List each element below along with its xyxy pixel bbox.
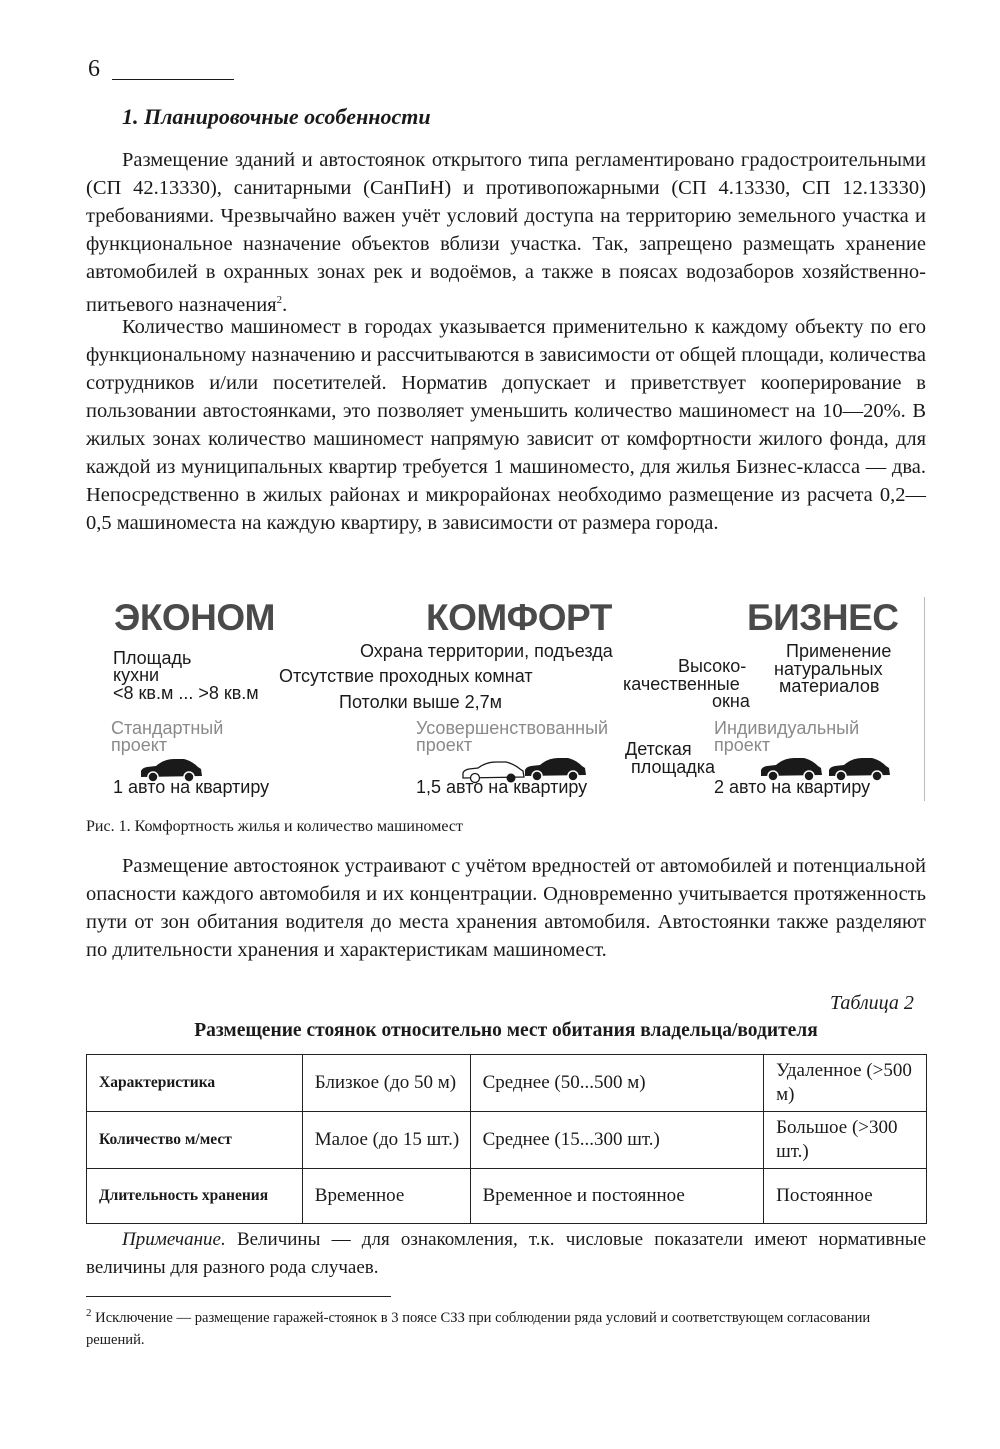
comfort-cars: 1,5 авто на квартиру: [416, 777, 588, 797]
page-number-rule: [112, 79, 234, 80]
table-cell: Среднее (15...300 шт.): [470, 1112, 763, 1169]
figure-caption: Рис. 1. Комфортность жилья и количество машиномест: [86, 818, 463, 835]
parking-table: [86, 1054, 927, 1224]
econom-cars: 1 авто на квартиру: [113, 777, 270, 797]
business-materials-2: натуральных: [774, 659, 883, 679]
comfort-feature-3: Потолки выше 2,7м: [339, 692, 502, 712]
table-cell: Малое (до 15 шт.): [302, 1112, 470, 1169]
table-note-text: Величины — для ознакомления, т.к. числовые показатели имеют нормативные величины для разного рода случаев.: [86, 1229, 927, 1278]
table-row-header: Длительность хранения: [87, 1169, 303, 1224]
table-cell: Близкое (до 50 м): [302, 1055, 470, 1112]
table-label: Таблица 2: [830, 992, 914, 1014]
table-row: [87, 1169, 927, 1224]
business-windows-2: качественные: [623, 674, 740, 694]
econom-kitchen-3: <8 кв.м ... >8 кв.м: [113, 683, 259, 703]
comfort-project-1: Усовершенствованный: [416, 718, 609, 738]
business-materials-3: материалов: [779, 676, 880, 696]
table-cell: Среднее (50...500 м): [470, 1055, 763, 1112]
business-project-2: проект: [714, 735, 771, 755]
econom-project-2: проект: [111, 735, 168, 755]
footnote: [86, 1302, 931, 1351]
class-econom: ЭКОНОМ: [114, 597, 276, 638]
figure-right-border: [924, 597, 925, 801]
paragraph-1-text: Размещение зданий и автостоянок открытого типа регламентировано градостроительными (СП 42.13330), санитарными (СанПиН) и противопожарными (СП 4.13330, СП 12.13330) требованиями. Чрезвычайно важен учёт условий доступа на территорию земельного участка и функциональное назначение объектов вблизи участка. Так, запрещено размещать хранение автомобилей в охранных зонах рек и водоёмов, а также в поясах водозаборов хозяйственно-питьевого назначения: [86, 149, 926, 316]
paragraph-3: Размещение автостоянок устраивают с учётом вредностей от автомобилей и потенциальной опасности каждого автомобиля и их концентрации. Одновременно учитывается протяженность пути от зон обитания водителя до места хранения автомобиля. Автостоянки также разделяют по длительности хранения и характеристикам машиномест.: [86, 855, 926, 961]
table-row-header: Количество м/мест: [87, 1112, 303, 1169]
econom-kitchen-2: кухни: [113, 665, 160, 685]
footnote-ref: 2: [276, 294, 283, 306]
comfort-playground-2: площадка: [631, 757, 716, 777]
table-row-header: Характеристика: [87, 1055, 303, 1112]
comfort-project-2: проект: [416, 735, 473, 755]
table-row: [87, 1055, 927, 1112]
section-heading: 1. Планировочные особенности: [122, 104, 431, 129]
table-row: [87, 1112, 927, 1169]
business-windows-3: окна: [712, 691, 750, 711]
comfort-figure: [110, 595, 925, 805]
footnote-rule: [86, 1296, 391, 1297]
econom-kitchen-1: Площадь: [113, 648, 192, 668]
table-note: [86, 1226, 926, 1282]
table-cell: Большое (>300 шт.): [764, 1112, 927, 1169]
comfort-playground-1: Детская: [625, 739, 692, 759]
paragraph-1: Размещение зданий и автостоянок открытого типа регламентировано градостроительными (СП 42.13330), санитарными (СанПиН) и противопожарными (СП 4.13330, СП 12.13330) требованиями. Чрезвычайно важен учёт условий доступа на территорию земельного участка и функциональное назначение объектов вблизи участка. Так, запрещено размещать хранение автомобилей в охранных зонах рек и водоёмов, а также в поясах водозаборов хозяйственно-питьевого назначения$^2$.: [86, 149, 926, 316]
paragraph-2: Количество машиномест в городах указывается применительно к каждому объекту по его функциональному назначению и рассчитываются в зависимости от общей площади, количества сотрудников и/или посетителей. Норматив допускает и приветствует кооперирование в пользовании автостоянками, это позволяет уменьшить количество машиномест на 10—20%. В жилых зонах количество машиномест напрямую зависит от комфортности жилого фонда, для каждой из муниципальных квартир требуется 1 машиноместо, для жилья Бизнес-класса — два. Непосредственно в жилых районах и микрорайонах необходимо размещение из расчета 0,2—0,5 машиноместа на каждую квартиру, в зависимости от размера города.: [86, 316, 926, 534]
table-title: Размещение стоянок относительно мест обитания владельца/водителя: [194, 1020, 818, 1041]
footnote-mark: 2: [86, 1307, 92, 1319]
business-project-1: Индивидуальный: [714, 718, 860, 738]
business-cars: 2 авто на квартиру: [714, 777, 871, 797]
comfort-feature-1: Охрана территории, подъезда: [360, 641, 613, 661]
business-materials-1: Применение: [786, 641, 892, 661]
page-number: 6: [88, 56, 100, 82]
footnote-text: Исключение — размещение гаражей-стоянок в 3 поясе СЗЗ при соблюдении ряда условий и соответствующем согласовании решений.: [86, 1309, 871, 1348]
comfort-feature-2: Отсутствие проходных комнат: [279, 666, 533, 686]
table-note-label: Примечание.: [122, 1229, 226, 1250]
table-cell: Временное: [302, 1169, 470, 1224]
business-windows-1: Высоко-: [678, 656, 747, 676]
econom-project-1: Стандартный: [111, 718, 224, 738]
table-cell: Постоянное: [764, 1169, 927, 1224]
table-cell: Удаленное (>500 м): [764, 1055, 927, 1112]
table-cell: Временное и постоянное: [470, 1169, 763, 1224]
class-comfort: КОМФОРТ: [426, 597, 612, 638]
class-business: БИЗНЕС: [747, 597, 899, 638]
